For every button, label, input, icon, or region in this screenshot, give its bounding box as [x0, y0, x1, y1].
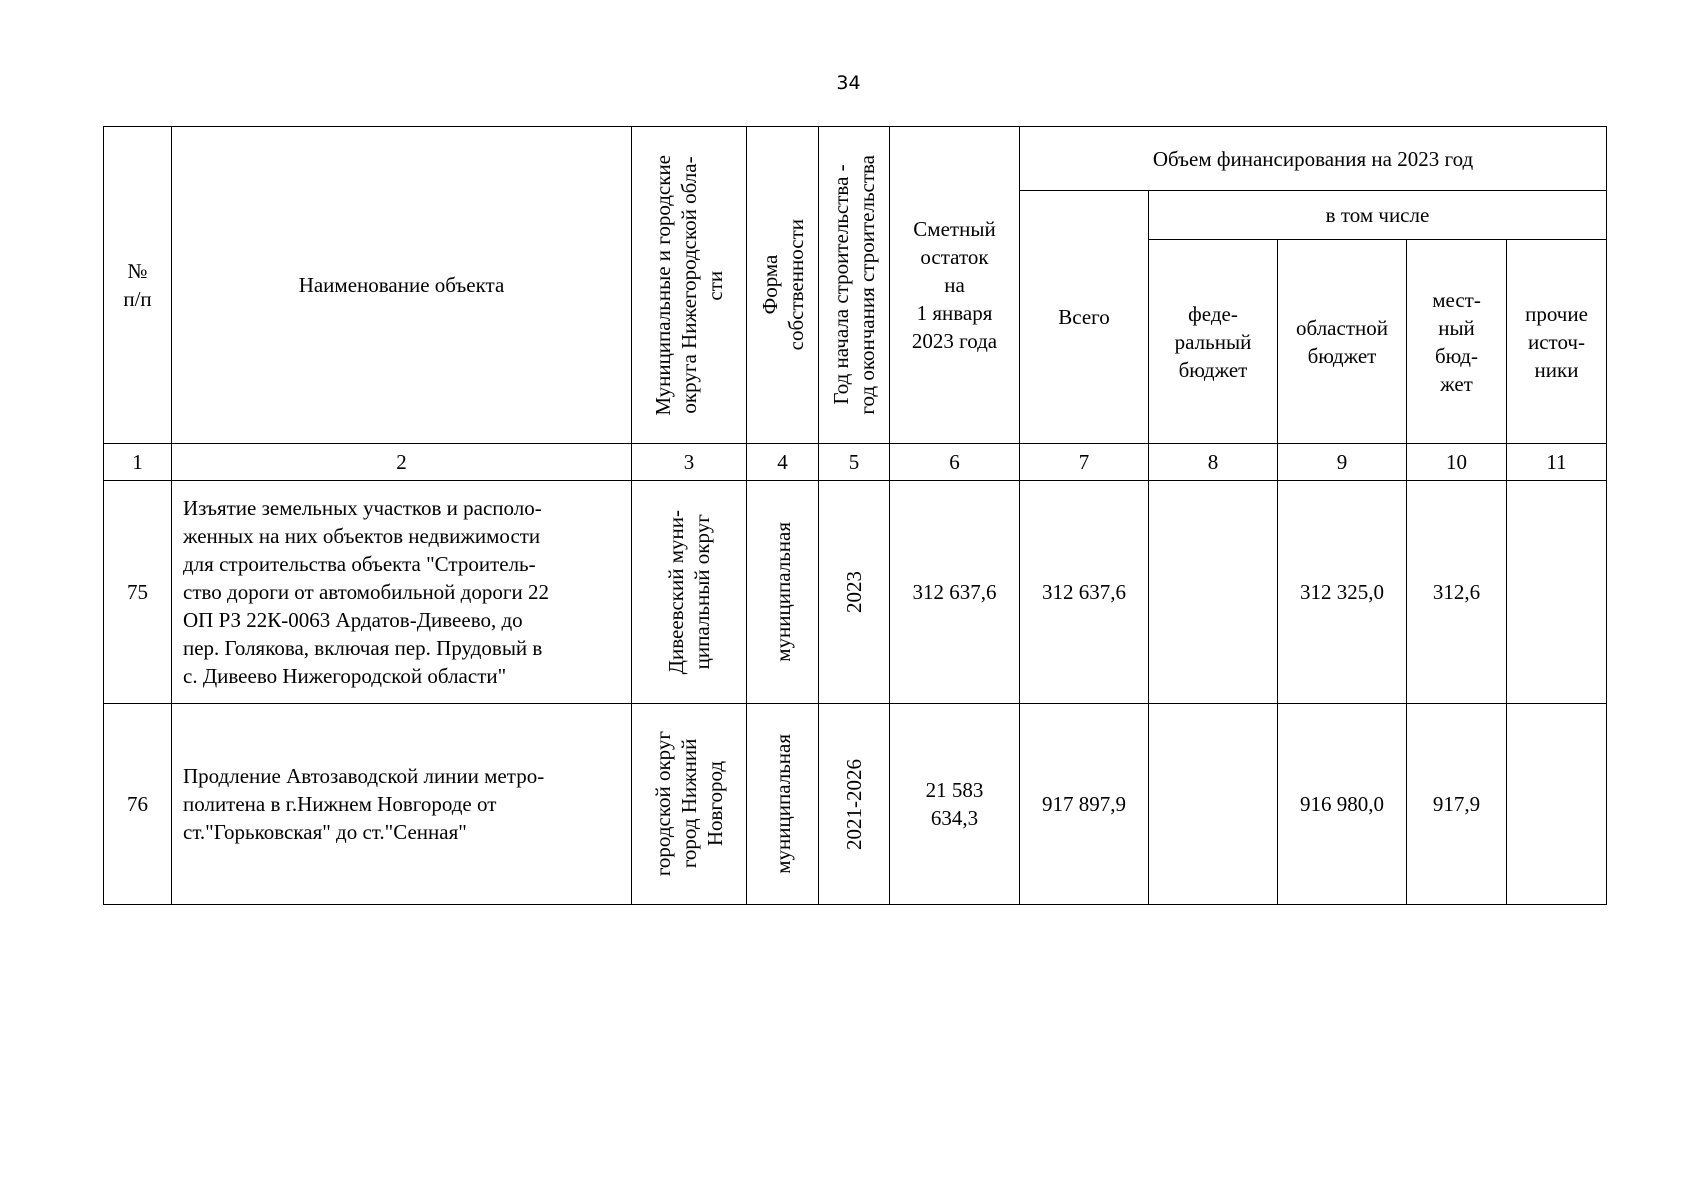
row-ownership: муниципальная	[770, 522, 795, 662]
header-financing: Объем финансирования на 2023 год	[1020, 127, 1607, 191]
row-object-name: Продление Автозаводской линии метро- политена в г.Нижнем Новгороде от ст."Горьковская" до ст."Сенная"	[172, 704, 632, 905]
row-years: 2021-2026	[842, 758, 866, 850]
header-years: Год начала строительства - год окончания строительства	[829, 155, 879, 415]
column-number: 1	[104, 444, 172, 481]
column-number: 10	[1407, 444, 1507, 481]
header-row-1	[104, 127, 1607, 191]
column-number: 2	[172, 444, 632, 481]
header-remaining: Сметный остаток на 1 января 2023 года	[890, 127, 1020, 444]
row-num: 76	[104, 704, 172, 905]
column-number: 6	[890, 444, 1020, 481]
row-local: 917,9	[1407, 704, 1507, 905]
header-num: № п/п	[104, 127, 172, 444]
row-municipality: Дивеевский муни- ципальный округ	[664, 509, 714, 675]
row-federal	[1149, 704, 1278, 905]
column-number-row	[104, 444, 1607, 481]
page-number: 34	[836, 72, 861, 94]
header-local: мест- ный бюд- жет	[1407, 240, 1507, 444]
row-federal	[1149, 481, 1278, 704]
row-municipality-cell	[632, 704, 747, 905]
header-other: прочие источ- ники	[1507, 240, 1607, 444]
header-ownership-cell	[747, 127, 819, 444]
header-name: Наименование объекта	[172, 127, 632, 444]
table-row	[104, 704, 1607, 905]
column-number: 11	[1507, 444, 1607, 481]
row-ownership: муниципальная	[770, 734, 795, 874]
row-years: 2023	[842, 571, 866, 613]
column-number: 5	[819, 444, 890, 481]
financing-table	[103, 126, 1607, 905]
row-ownership-cell	[747, 704, 819, 905]
row-years-cell	[819, 481, 890, 704]
row-other	[1507, 481, 1607, 704]
row-remaining: 312 637,6	[890, 481, 1020, 704]
header-ownership: Форма собственности	[757, 219, 808, 351]
header-years-cell	[819, 127, 890, 444]
row-local: 312,6	[1407, 481, 1507, 704]
row-other	[1507, 704, 1607, 905]
column-number: 7	[1020, 444, 1149, 481]
header-municipality: Муниципальные и городские округа Нижегородской обла- сти	[651, 154, 727, 416]
row-municipality: городской округ город Нижний Новгород	[651, 731, 727, 877]
header-regional: областной бюджет	[1278, 240, 1407, 444]
table-row	[104, 481, 1607, 704]
row-regional: 312 325,0	[1278, 481, 1407, 704]
row-municipality-cell	[632, 481, 747, 704]
column-number: 9	[1278, 444, 1407, 481]
row-total: 917 897,9	[1020, 704, 1149, 905]
column-number: 8	[1149, 444, 1278, 481]
column-number: 3	[632, 444, 747, 481]
row-regional: 916 980,0	[1278, 704, 1407, 905]
header-including: в том числе	[1149, 191, 1607, 240]
row-remaining: 21 583 634,3	[890, 704, 1020, 905]
header-municipality-cell	[632, 127, 747, 444]
row-total: 312 637,6	[1020, 481, 1149, 704]
row-years-cell	[819, 704, 890, 905]
row-num: 75	[104, 481, 172, 704]
row-object-name: Изъятие земельных участков и располо- женных на них объектов недвижимости для строительства объекта "Строитель- ство дороги от автомобильной дороги 22 ОП РЗ 22К-0063 Ардатов-Дивеево, до пер. Голякова, включая пер. Прудовый в с. Дивеево Нижегородской области"	[172, 481, 632, 704]
header-total: Всего	[1020, 191, 1149, 444]
header-federal: феде- ральный бюджет	[1149, 240, 1278, 444]
column-number: 4	[747, 444, 819, 481]
row-ownership-cell	[747, 481, 819, 704]
